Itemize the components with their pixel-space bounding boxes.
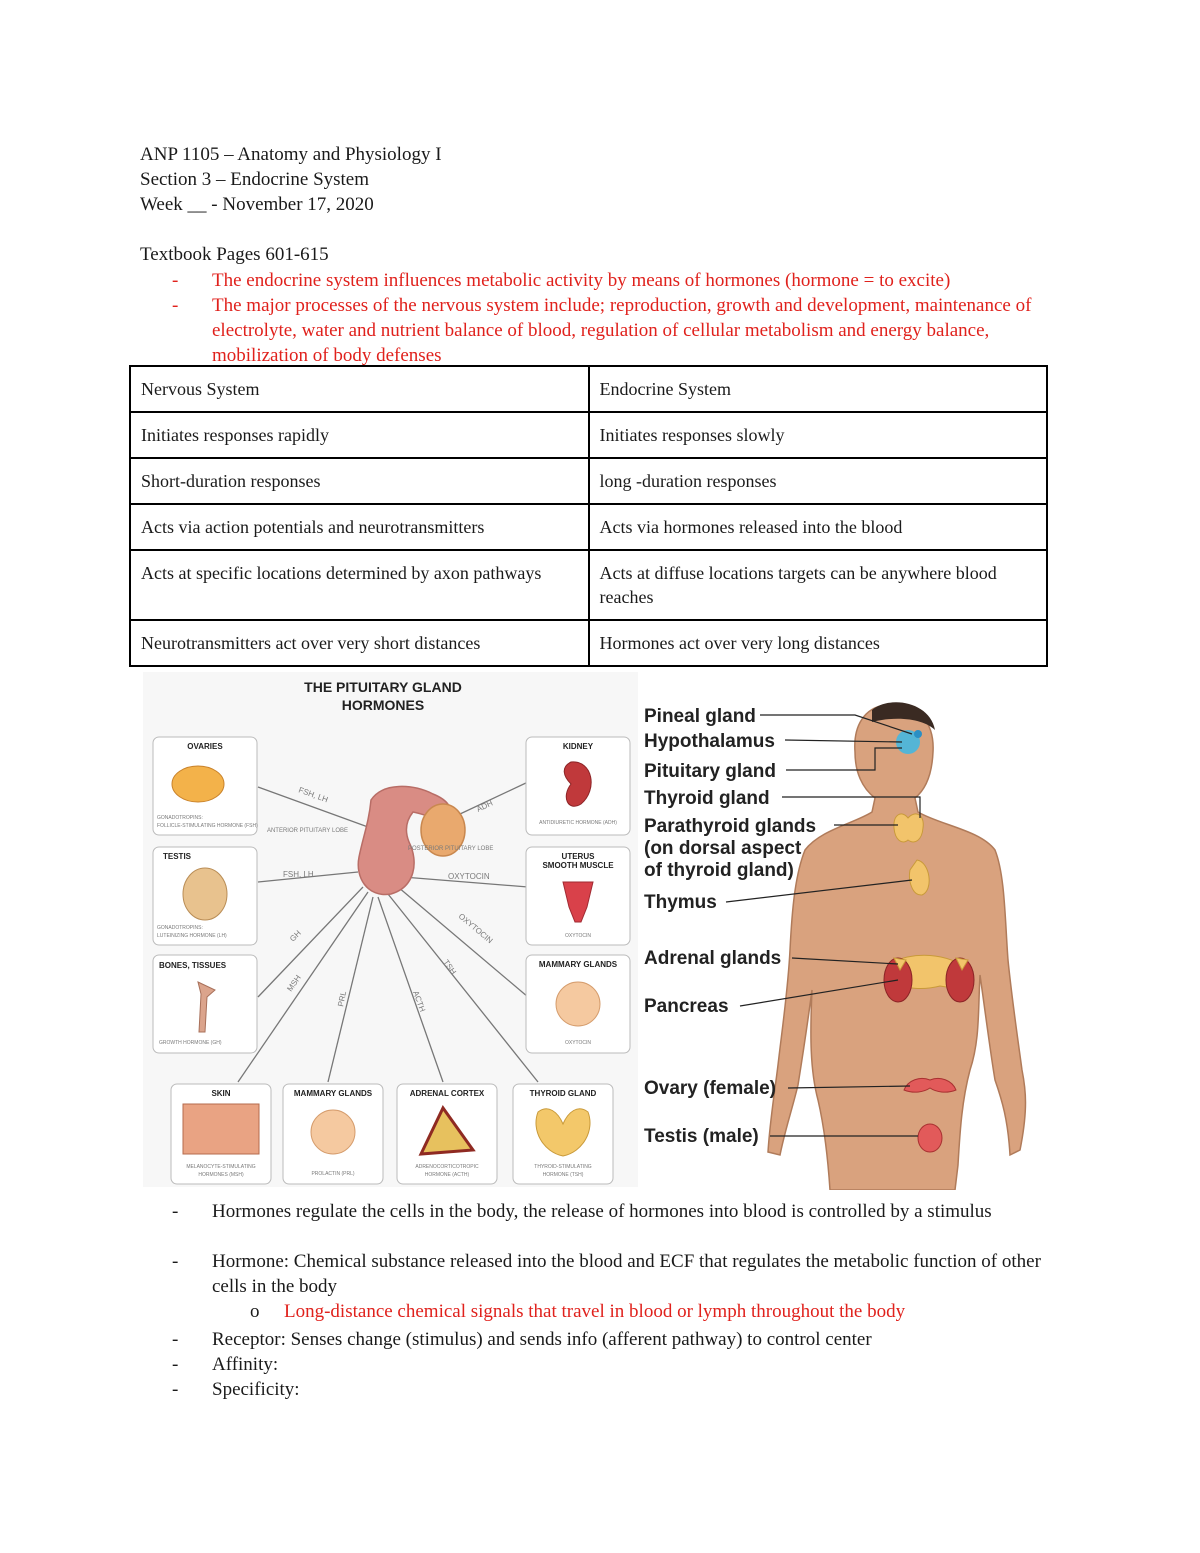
table-row — [130, 620, 1047, 666]
card-caption: OXYTOCIN — [564, 1040, 592, 1046]
arrow-label-adh: ADH — [475, 798, 495, 814]
table-cell: long -duration responses — [589, 458, 1048, 504]
bullet-text: Affinity: — [212, 1354, 279, 1375]
target-card-thyroid-gland — [513, 1084, 613, 1184]
card-caption: LUTEINIZING HORMONE (LH) — [157, 933, 227, 939]
card-title: ADRENAL CORTEX — [409, 1089, 485, 1098]
target-card-testis — [153, 847, 257, 945]
label-pineal-gland: Pineal gland — [644, 706, 756, 727]
card-title: OVARIES — [187, 742, 223, 751]
comparison-table — [129, 365, 1048, 667]
card-caption: FOLLICLE-STIMULATING HORMONE (FSH) — [157, 823, 258, 829]
arrow-label-gh: GH — [288, 928, 303, 944]
target-card-kidney — [526, 737, 630, 835]
list-item — [140, 1249, 1060, 1299]
bullet-dash: - — [172, 1329, 179, 1350]
bullet-dash: - — [172, 295, 179, 316]
target-card-skin — [171, 1084, 271, 1184]
arrow-label-acth: ACTH — [411, 989, 428, 1014]
label-adrenal-glands: Adrenal glands — [644, 948, 782, 969]
arrow-label-msh: MSH — [285, 973, 303, 994]
week-line: Week __ - November 17, 2020 — [140, 194, 374, 215]
card-caption: ADRENOCORTICOTROPIC — [415, 1164, 479, 1170]
skin-icon — [183, 1104, 259, 1154]
card-caption: HORMONE (TSH) — [542, 1172, 584, 1178]
card-caption: MELANOCYTE-STIMULATING — [186, 1164, 256, 1170]
table-cell: Endocrine System — [589, 366, 1048, 412]
card-title: MAMMARY GLANDS — [293, 1089, 373, 1098]
sub-bullet-marker: o — [250, 1301, 260, 1322]
pituitary-figure-title: THE PITUITARY GLAND — [304, 679, 462, 695]
bullet-dash: - — [172, 1354, 179, 1375]
thyroid-gland-icon — [894, 814, 923, 842]
table-cell: Neurotransmitters act over very short distances — [130, 620, 589, 666]
arrow-label-prl: PRL — [336, 990, 349, 1008]
table-header-row — [130, 366, 1047, 412]
label-parathyroid-glands: Parathyroid glands — [644, 816, 817, 837]
label-pituitary-gland: Pituitary gland — [644, 761, 776, 782]
card-title: SMOOTH MUSCLE — [542, 861, 614, 870]
card-caption: GONADOTROPINS: — [157, 925, 203, 931]
ovary-icon — [172, 766, 224, 802]
card-caption: OXYTOCIN — [564, 933, 592, 939]
card-title: TESTIS — [163, 852, 192, 861]
table-cell: Nervous System — [130, 366, 589, 412]
card-caption: GONADOTROPINS: — [157, 815, 203, 821]
card-caption: GROWTH HORMONE (GH) — [159, 1040, 222, 1046]
pituitary-figure-subtitle: HORMONES — [341, 697, 425, 713]
mammary-icon — [556, 982, 600, 1026]
arrow-label-tsh: TSH — [441, 957, 458, 977]
list-item — [140, 1377, 1060, 1402]
card-caption: THYROID-STIMULATING — [534, 1164, 592, 1170]
target-card-uterus — [526, 847, 630, 945]
card-caption: PROLACTIN (PRL) — [311, 1171, 355, 1177]
pineal-gland-icon — [914, 730, 922, 738]
list-item — [140, 1327, 1060, 1352]
bullet-dash: - — [172, 1201, 179, 1222]
target-card-adrenal-cortex — [397, 1084, 497, 1184]
card-title: MAMMARY GLANDS — [538, 960, 618, 969]
target-card-mammary-glands — [283, 1084, 383, 1184]
label-parathyroid-note: (on dorsal aspect — [644, 838, 802, 859]
card-title: UTERUS — [561, 852, 595, 861]
intro-bullet — [140, 268, 1060, 293]
card-caption: ANTIDIURETIC HORMONE (ADH) — [539, 820, 617, 826]
card-title: THYROID GLAND — [529, 1089, 597, 1098]
card-title: SKIN — [211, 1089, 231, 1098]
table-cell: Initiates responses rapidly — [130, 412, 589, 458]
card-caption: HORMONES (MSH) — [198, 1172, 244, 1178]
testis-icon — [918, 1124, 942, 1152]
table-row — [130, 504, 1047, 550]
label-parathyroid-note: of thyroid gland) — [644, 860, 794, 881]
label-testis: Testis (male) — [644, 1126, 759, 1147]
table-row — [130, 458, 1047, 504]
arrow-label-fsh-lh: FSH, LH — [297, 785, 330, 805]
posterior-lobe-label: POSTERIOR PITUITARY LOBE — [408, 846, 494, 852]
course-title: ANP 1105 – Anatomy and Physiology I — [140, 144, 442, 165]
bullet-dash: - — [172, 270, 179, 291]
bullet-text: Hormones regulate the cells in the body, the release of hormones into blood is controlled by a stimulus — [212, 1201, 992, 1222]
label-thymus: Thymus — [644, 892, 717, 913]
table-cell: Short-duration responses — [130, 458, 589, 504]
human-body-illustration — [768, 702, 1026, 1190]
list-item — [140, 1352, 1060, 1377]
card-title: BONES, TISSUES — [159, 961, 227, 970]
label-ovary: Ovary (female) — [644, 1078, 777, 1099]
target-card-mammary-glands — [526, 955, 630, 1053]
card-caption: HORMONE (ACTH) — [424, 1172, 470, 1178]
anterior-lobe-label: ANTERIOR PITUITARY LOBE — [266, 828, 348, 834]
endocrine-body-figure — [640, 690, 1080, 1190]
table-cell: Acts via action potentials and neurotransmitters — [130, 504, 589, 550]
sub-bullet-text: Long-distance chemical signals that travel in blood or lymph throughout the body — [284, 1301, 906, 1322]
label-thyroid-gland: Thyroid gland — [644, 788, 770, 809]
bullet-text: The major processes of the nervous system include; reproduction, growth and development, maintenance of electrolyte, water and nutrient balance of blood, regulation of cellular metabolism and energy balance, mobilization of body defenses — [212, 295, 1032, 366]
bullet-dash: - — [172, 1379, 179, 1400]
pituitary-hormones-figure — [143, 672, 638, 1187]
arrow-label-fsh-lh: FSH, LH — [283, 870, 314, 879]
testis-icon — [183, 868, 227, 920]
list-item — [140, 1199, 1060, 1249]
table-cell: Hormones act over very long distances — [589, 620, 1048, 666]
table-cell: Acts at diffuse locations targets can be anywhere blood reaches — [589, 550, 1048, 620]
table-row — [130, 550, 1047, 620]
bullet-text: Specificity: — [212, 1379, 300, 1400]
arrow-label-oxytocin: OXYTOCIN — [448, 872, 490, 881]
label-pancreas: Pancreas — [644, 996, 729, 1017]
mammary-icon — [311, 1110, 355, 1154]
section-title: Section 3 – Endocrine System — [140, 169, 370, 190]
label-hypothalamus: Hypothalamus — [644, 731, 775, 752]
table-row — [130, 412, 1047, 458]
card-title: KIDNEY — [562, 742, 594, 751]
bullet-text: Hormone: Chemical substance released into the blood and ECF that regulates the metabolic function of other cells in the body — [212, 1251, 1041, 1297]
textbook-pages: Textbook Pages 601-615 — [140, 244, 329, 265]
table-cell: Acts at specific locations determined by axon pathways — [130, 550, 589, 620]
bullet-text: The endocrine system influences metabolic activity by means of hormones (hormone = to excite) — [212, 270, 951, 291]
bullet-text: Receptor: Senses change (stimulus) and sends info (afferent pathway) to control center — [212, 1329, 872, 1350]
bullet-dash: - — [172, 1251, 179, 1272]
target-card-ovaries — [153, 737, 258, 835]
arrow-label-oxytocin: OXYTOCIN — [456, 911, 495, 946]
target-card-bones — [153, 955, 257, 1053]
table-cell: Acts via hormones released into the blood — [589, 504, 1048, 550]
intro-bullet — [140, 293, 1060, 368]
table-cell: Initiates responses slowly — [589, 412, 1048, 458]
